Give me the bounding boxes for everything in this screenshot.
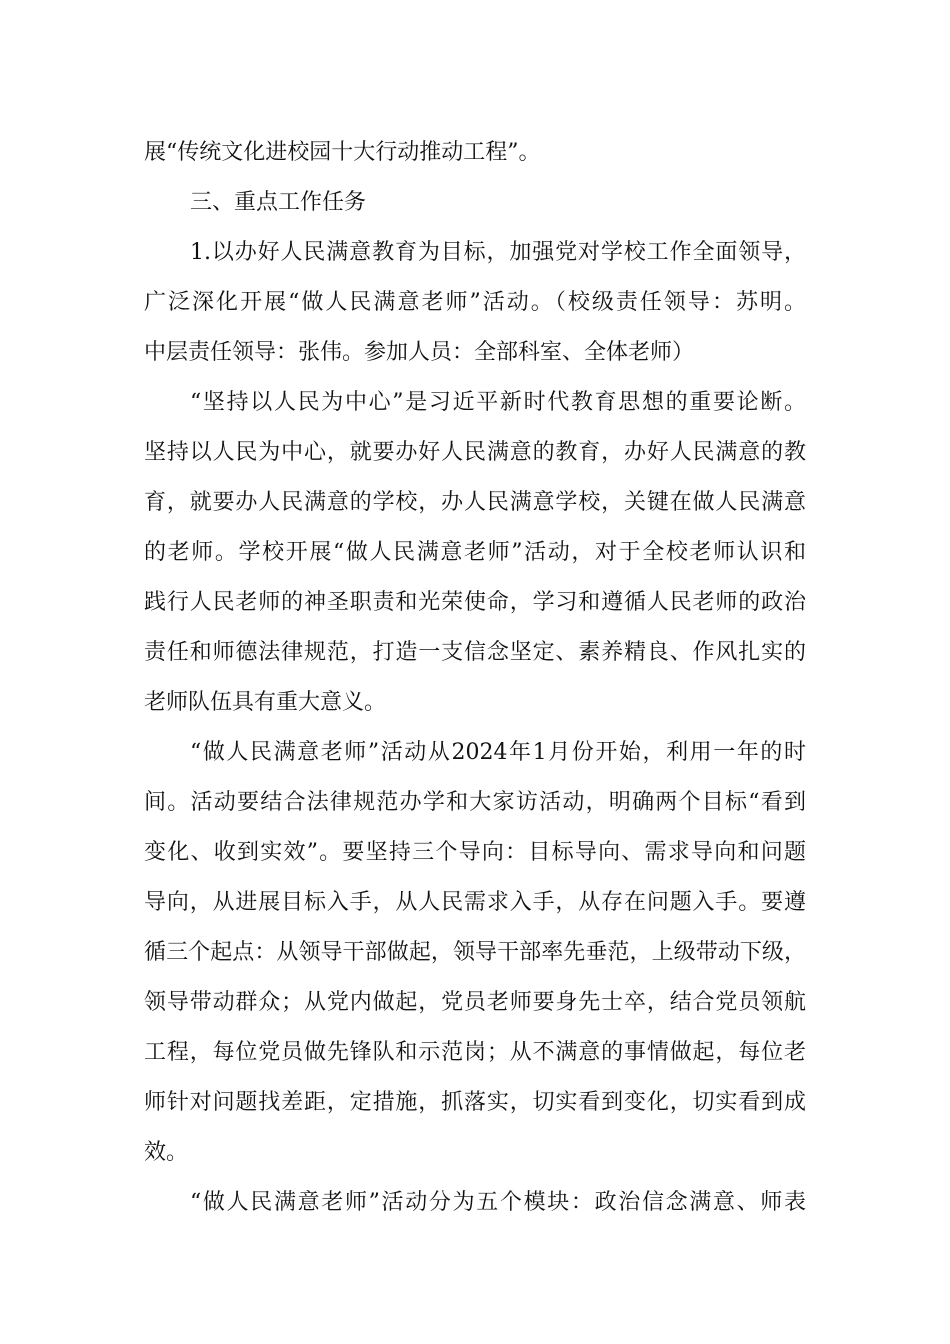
paragraph-line: 1.以办好人民满意教育为目标，加强党对学校工作全面领导， [190,240,806,265]
paragraph-line: 变化、收到实效”。要坚持三个导向：目标导向、需求导向和问题 [144,840,806,865]
document-body [144,128,806,1228]
paragraph-line: 效。 [144,1140,189,1165]
paragraph-line: 的老师。学校开展“做人民满意老师”活动，对于全校老师认识和 [144,540,806,565]
paragraph-line: “坚持以人民为中心”是习近平新时代教育思想的重要论断。 [190,390,806,415]
paragraph-line: 循三个起点：从领导干部做起，领导干部率先垂范，上级带动下级， [144,940,806,965]
paragraph-line: 师针对问题找差距，定措施，抓落实，切实看到变化，切实看到成 [144,1090,806,1115]
paragraph-line: 间。活动要结合法律规范办学和大家访活动，明确两个目标“看到 [144,790,806,815]
paragraph-line: 领导带动群众；从党内做起，党员老师要身先士卒，结合党员领航 [144,990,806,1015]
paragraph-line: 工程，每位党员做先锋队和示范岗；从不满意的事情做起，每位老 [144,1040,806,1065]
paragraph-line: 展“传统文化进校园十大行动推动工程”。 [144,140,541,165]
paragraph-line: “做人民满意老师”活动从2024年1月份开始，利用一年的时 [190,740,806,765]
paragraph-line: “做人民满意老师”活动分为五个模块：政治信念满意、师表 [190,1190,806,1215]
paragraph-line: 中层责任领导：张伟。参加人员：全部科室、全体老师） [144,340,695,365]
paragraph-line: 坚持以人民为中心，就要办好人民满意的教育，办好人民满意的教 [144,440,806,465]
paragraph-line: 责任和师德法律规范，打造一支信念坚定、素养精良、作风扎实的 [144,640,806,665]
paragraph-line: 导向，从进展目标入手，从人民需求入手，从存在问题入手。要遵 [144,890,806,915]
paragraph-line: 育，就要办人民满意的学校，办人民满意学校，关键在做人民满意 [144,490,806,515]
paragraph-line: 践行人民老师的神圣职责和光荣使命，学习和遵循人民老师的政治 [144,590,806,615]
paragraph-line: 广泛深化开展“做人民满意老师”活动。（校级责任领导：苏明。 [144,290,806,315]
section-heading: 三、重点工作任务 [190,190,367,215]
paragraph-line: 老师队伍具有重大意义。 [144,690,387,715]
